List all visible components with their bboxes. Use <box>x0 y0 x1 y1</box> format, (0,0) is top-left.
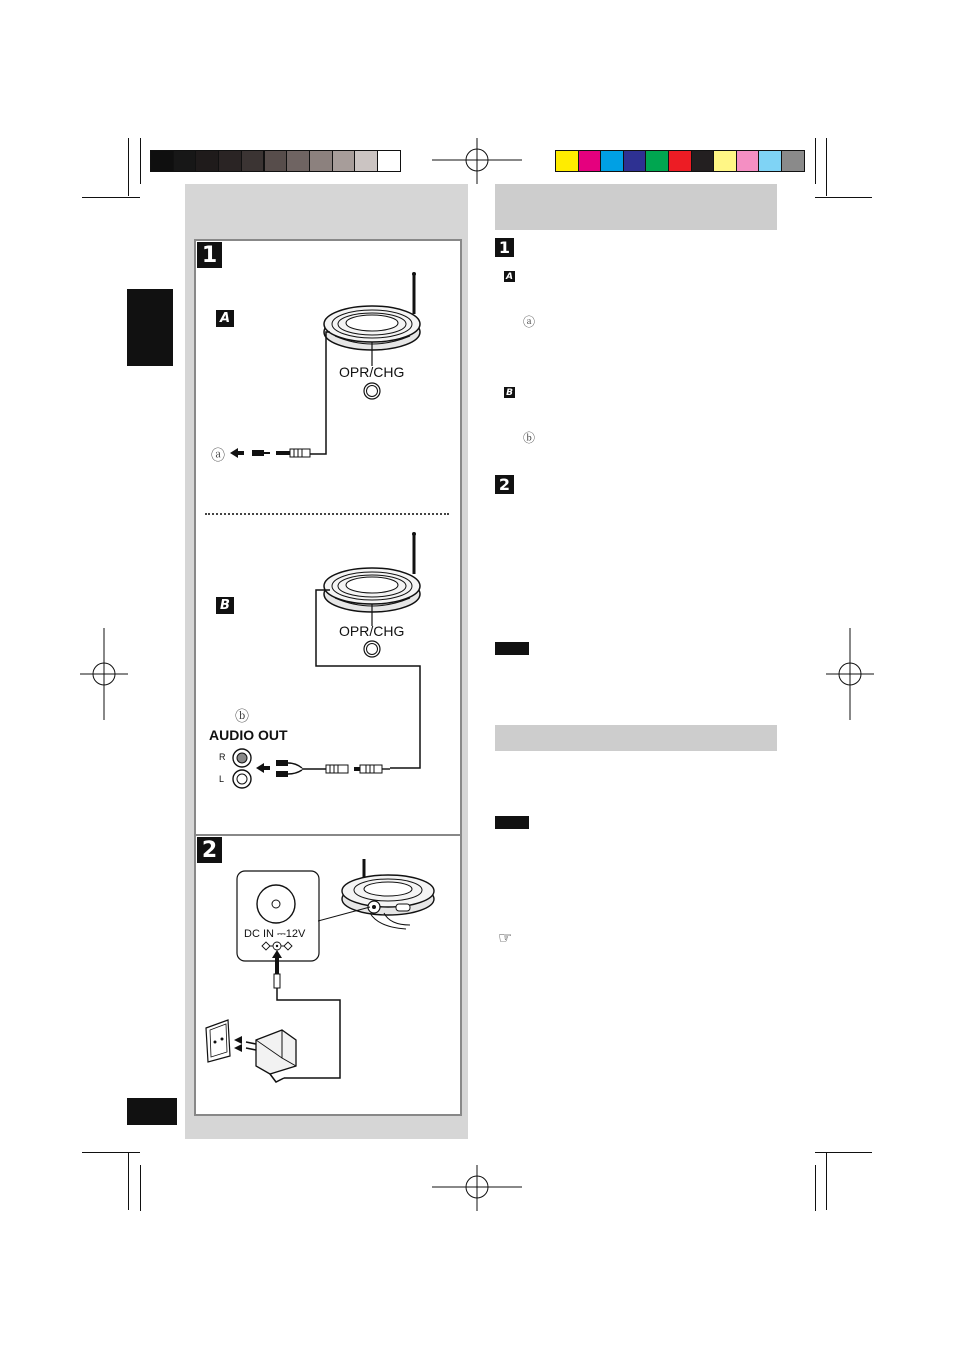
audio-out-label: AUDIO OUT <box>209 727 288 743</box>
radio-unit-dc <box>318 855 438 935</box>
process-swatch <box>623 150 647 172</box>
gray-swatch <box>264 150 288 172</box>
crop-mark-bl-v2 <box>140 1165 141 1211</box>
opr-chg-button-icon-a <box>362 381 382 401</box>
process-swatch <box>736 150 760 172</box>
gray-swatch <box>309 150 333 172</box>
note-tag-2 <box>495 816 529 829</box>
registration-target-left <box>80 628 128 720</box>
gray-swatch <box>332 150 356 172</box>
instruction-marker-a: ⓐ <box>523 315 536 329</box>
opr-chg-label-a: OPR/CHG <box>339 364 405 380</box>
process-swatch <box>781 150 805 172</box>
dc-in-label: DC IN ⎓12V <box>244 928 306 940</box>
channel-r-label: R <box>219 752 226 762</box>
registration-target-top <box>430 138 524 184</box>
gray-swatch <box>150 150 174 172</box>
figure-badge-a: A <box>216 310 234 327</box>
opr-chg-label-b: OPR/CHG <box>339 623 405 639</box>
plug-connector-a <box>228 446 312 460</box>
gray-swatch <box>195 150 219 172</box>
crop-mark-tr-v <box>815 138 816 184</box>
gray-swatch <box>354 150 378 172</box>
figure-badge-b: B <box>216 597 234 614</box>
section-header-bar <box>495 184 777 230</box>
crop-mark-tr-h <box>815 197 872 198</box>
process-swatch <box>645 150 669 172</box>
process-swatch <box>668 150 692 172</box>
figure-step1-badge: 1 <box>197 242 222 268</box>
ac-adapter-and-outlet <box>200 948 350 1088</box>
process-swatch <box>600 150 624 172</box>
figure-step2-badge: 2 <box>197 837 222 863</box>
crop-mark-tl-v <box>128 138 129 196</box>
page-number-box <box>127 1098 177 1125</box>
instruction-step2-badge: 2 <box>495 475 514 494</box>
crop-mark-tr-v2 <box>826 138 827 196</box>
note-tag-1 <box>495 642 529 655</box>
gray-swatch <box>218 150 242 172</box>
gray-swatch <box>241 150 265 172</box>
instruction-step1-badge: 1 <box>495 238 514 257</box>
crop-mark-bl-v <box>128 1152 129 1210</box>
marker-b-figure: ⓑ <box>235 708 249 724</box>
figure-divider-dotted <box>205 513 449 515</box>
crop-mark-br-h <box>815 1152 872 1153</box>
subsection-header-bar <box>495 725 777 751</box>
instruction-badge-a: A <box>504 271 515 282</box>
opr-chg-button-icon-b <box>362 639 382 659</box>
registration-target-right <box>826 628 874 720</box>
crop-mark-tl-h <box>82 197 140 198</box>
process-swatch <box>691 150 715 172</box>
audio-out-jacks <box>230 746 400 792</box>
channel-l-label: L <box>219 774 225 784</box>
instruction-badge-b: B <box>504 387 515 398</box>
gray-swatch <box>377 150 401 172</box>
crop-mark-br-v2 <box>826 1152 827 1210</box>
language-tab <box>127 289 173 366</box>
gray-swatch <box>286 150 310 172</box>
process-swatch <box>555 150 579 172</box>
gray-swatch <box>173 150 197 172</box>
crop-mark-br-v <box>815 1165 816 1211</box>
reference-pointer-icon: ☞ <box>498 928 513 947</box>
process-swatch <box>578 150 602 172</box>
process-swatch <box>758 150 782 172</box>
marker-a-figure: ⓐ <box>211 447 225 463</box>
crop-mark-bl-h <box>82 1152 140 1153</box>
process-swatch <box>713 150 737 172</box>
registration-target-bottom <box>430 1165 524 1211</box>
instruction-marker-b: ⓑ <box>523 431 536 445</box>
crop-mark-tl-v2 <box>140 138 141 184</box>
